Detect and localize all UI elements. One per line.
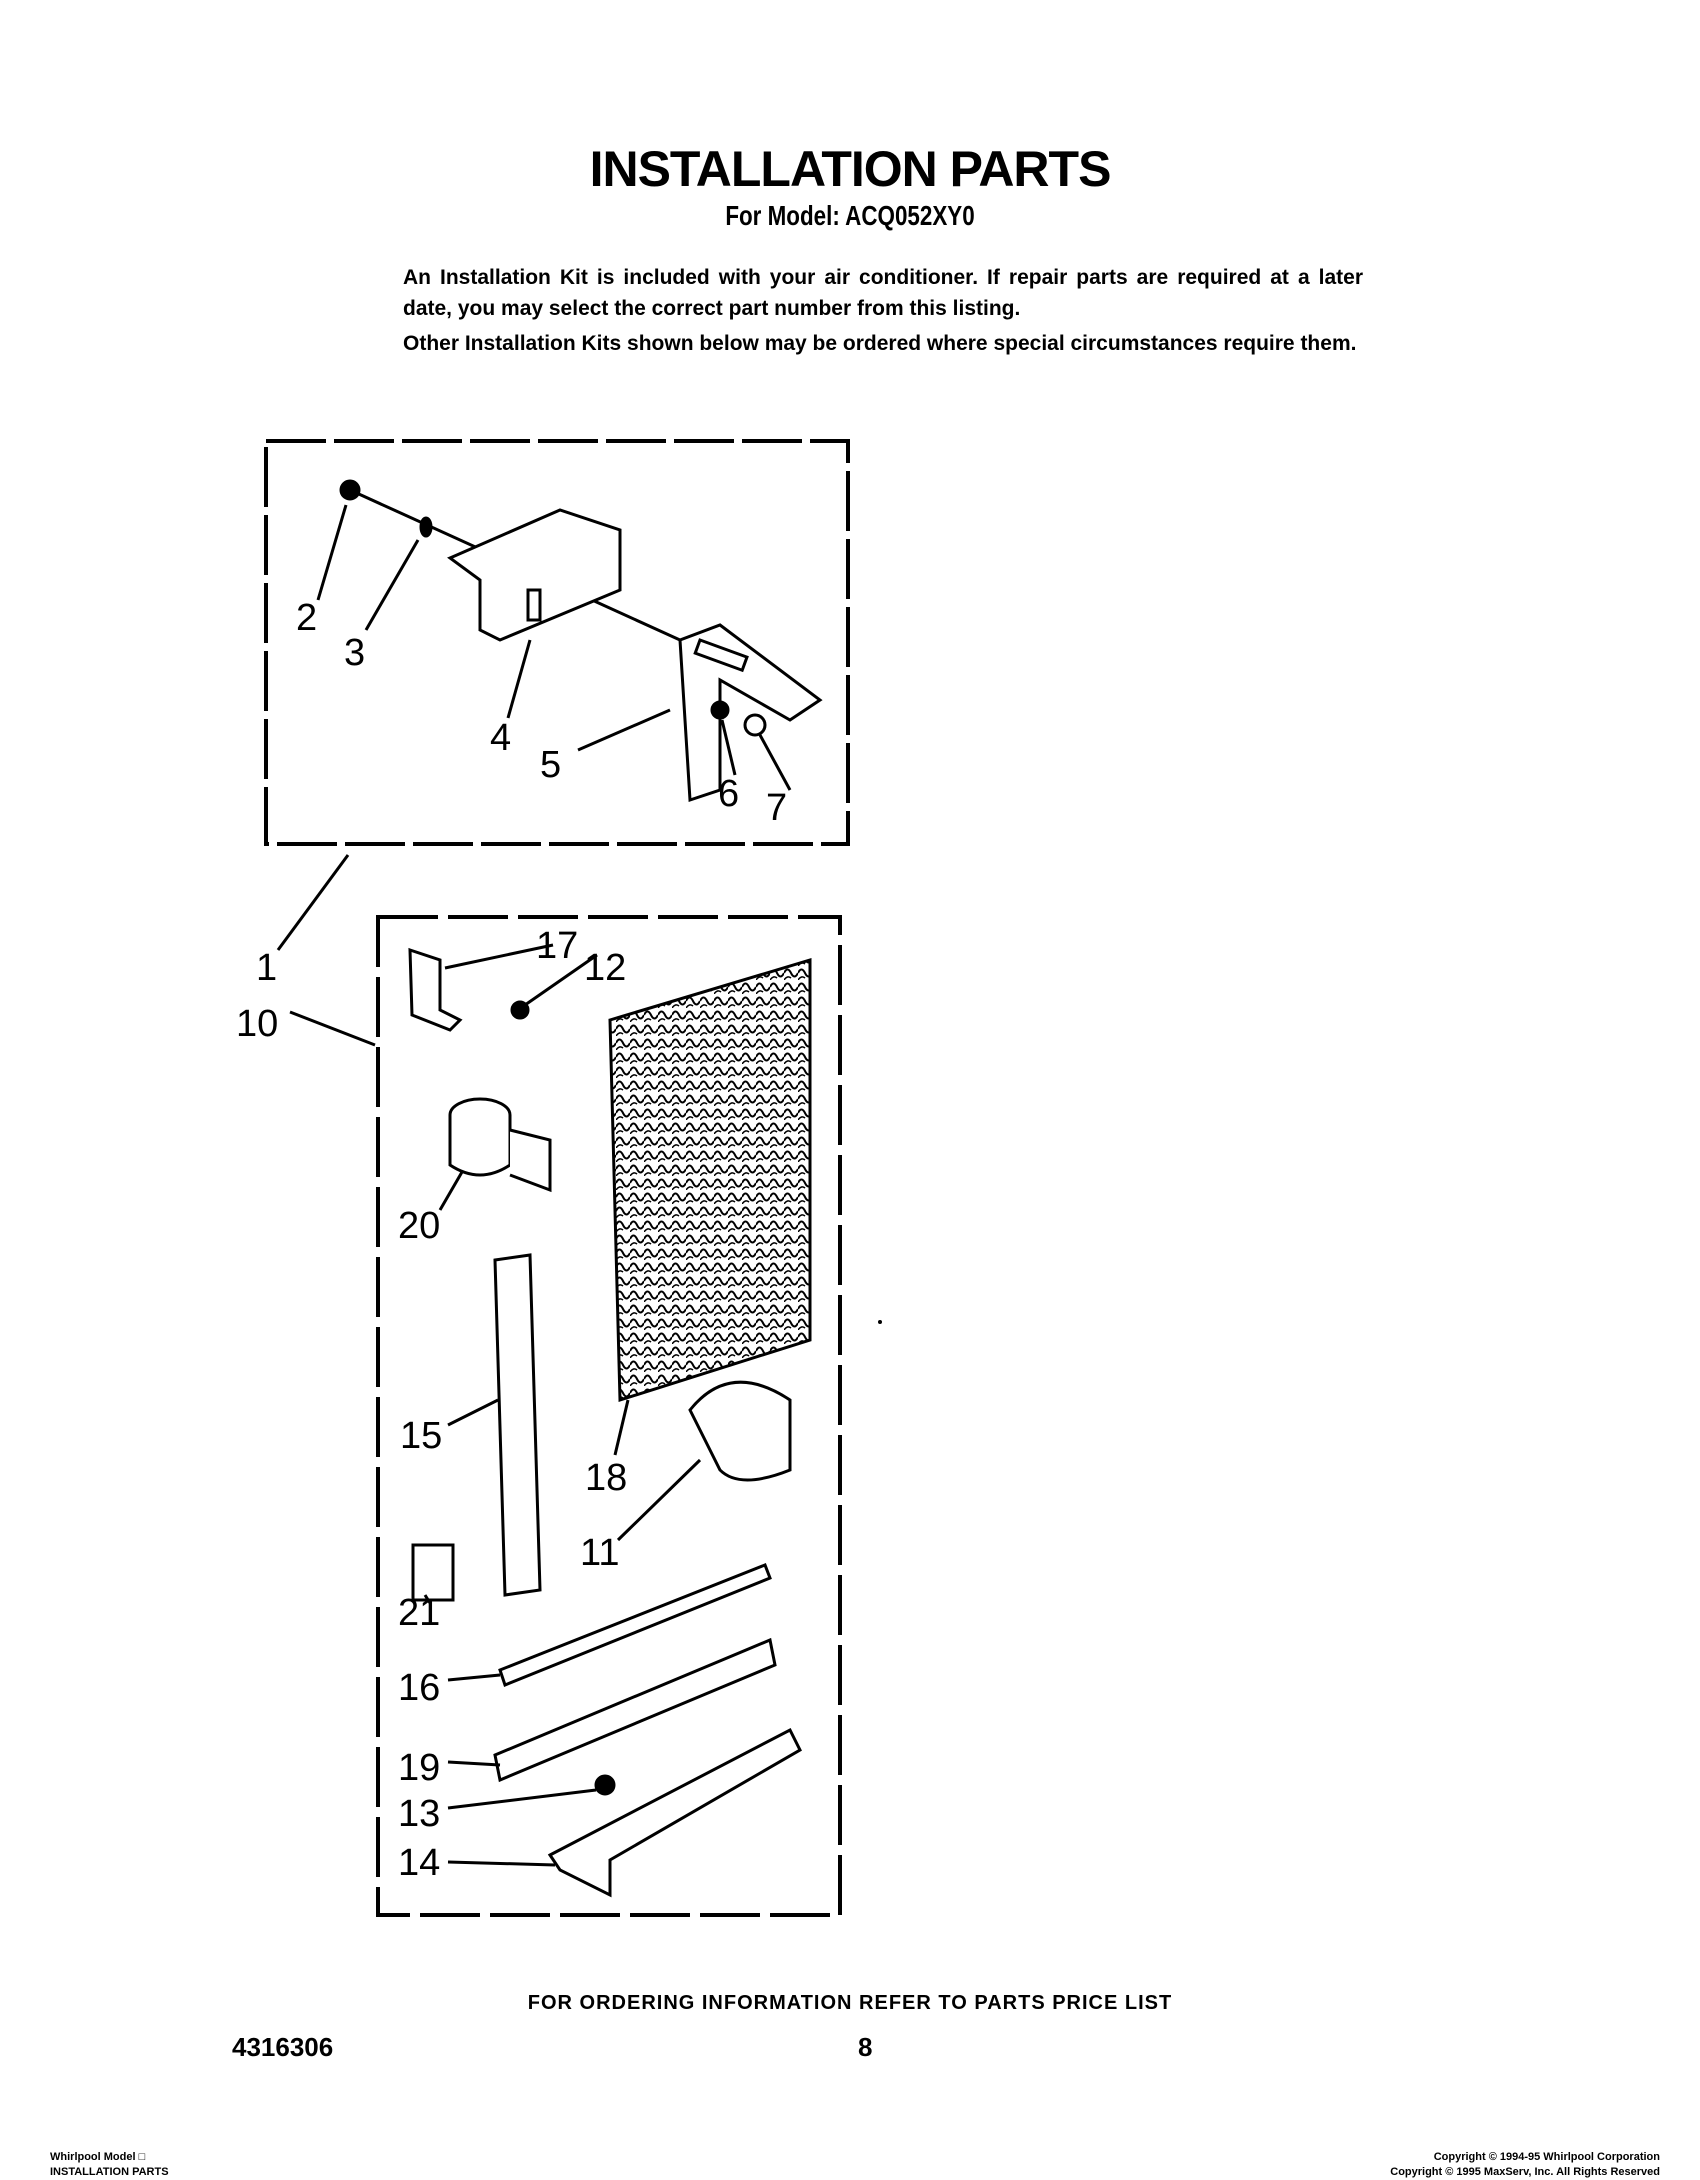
angle-bracket-part bbox=[410, 950, 460, 1030]
callout-3: 3 bbox=[344, 632, 366, 674]
callout-18: 18 bbox=[585, 1457, 628, 1499]
callout-12: 12 bbox=[584, 947, 627, 989]
callout-5: 5 bbox=[540, 744, 562, 786]
ordering-note: FOR ORDERING INFORMATION REFER TO PARTS PRICE LIST bbox=[527, 1992, 1173, 2014]
copyright-maxserv: Copyright © 1995 MaxServ, Inc. All Rights Reserved bbox=[1390, 2166, 1660, 2178]
footer-model-label: Whirlpool Model □ bbox=[50, 2151, 146, 2163]
page-number: 8 bbox=[858, 2032, 873, 2062]
callout-7: 7 bbox=[766, 787, 788, 829]
page-title: INSTALLATION PARTS bbox=[589, 141, 1111, 197]
callout-2: 2 bbox=[296, 597, 318, 639]
footer-section-label: INSTALLATION PARTS bbox=[50, 2166, 169, 2178]
intro-paragraph-1: An Installation Kit is included with your air conditioner. If repair parts are required at a later date, you may select the correct part number from this listing. bbox=[403, 266, 1363, 320]
sill-rail-part bbox=[550, 1730, 800, 1895]
foam-panel-part bbox=[610, 960, 810, 1400]
model-subtitle: For Model: ACQ052XY0 bbox=[725, 200, 975, 231]
callout-14: 14 bbox=[398, 1842, 441, 1884]
footer-left bbox=[50, 2150, 169, 2180]
callout-16: 16 bbox=[398, 1667, 441, 1709]
intro-paragraph-2: Other Installation Kits shown below may be ordered where special circumstances require them. bbox=[403, 332, 1357, 355]
callout-10: 10 bbox=[236, 1003, 279, 1045]
callout-6: 6 bbox=[718, 773, 740, 815]
stray-dot bbox=[878, 1320, 882, 1324]
callout-21: 21 bbox=[398, 1592, 441, 1634]
callout-15: 15 bbox=[400, 1415, 443, 1457]
nut-7 bbox=[745, 715, 765, 735]
document-number: 4316306 bbox=[232, 2032, 334, 2062]
callout-1: 1 bbox=[256, 947, 278, 989]
callout-11: 11 bbox=[580, 1532, 620, 1574]
footer-right bbox=[1390, 2150, 1660, 2180]
callout-19: 19 bbox=[398, 1747, 441, 1789]
angle-rail-part bbox=[495, 1255, 540, 1595]
callout-20: 20 bbox=[398, 1205, 441, 1247]
washer-part bbox=[421, 518, 431, 536]
callout-17: 17 bbox=[536, 925, 579, 967]
callout-13: 13 bbox=[398, 1793, 441, 1835]
callout-4: 4 bbox=[490, 717, 512, 759]
support-bracket-part bbox=[690, 1382, 790, 1480]
copyright-whirlpool: Copyright © 1994-95 Whirlpool Corporation bbox=[1433, 2151, 1660, 2163]
washer-6 bbox=[712, 702, 728, 718]
